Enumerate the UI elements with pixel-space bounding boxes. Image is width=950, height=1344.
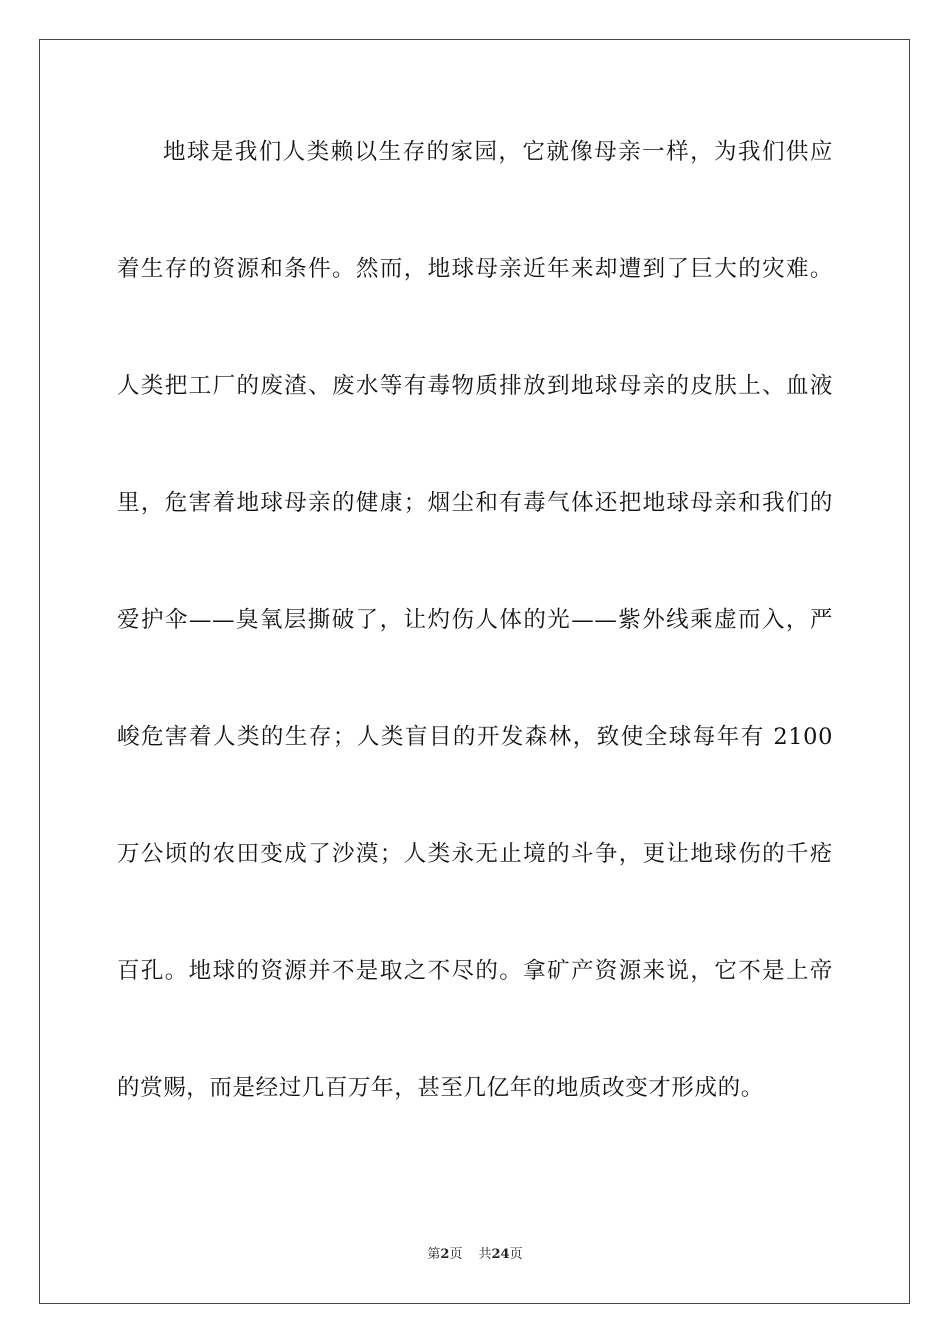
total-prefix: 共 [478,1247,492,1262]
text-line: 着生存的资源和条件。然而，地球母亲近年来却遭到了巨大的灾难。 [117,256,833,282]
text-line: 百孔。地球的资源并不是取之不尽的。拿矿产资源来说，它不是上帝 [117,958,833,984]
page-prefix: 第 [427,1247,441,1262]
text-line: 的赏赐，而是经过几百万年，甚至几亿年的地质改变才形成的。 [117,1075,764,1101]
total-suffix: 页 [509,1247,523,1262]
page-footer [0,1243,950,1262]
page-number: 2 [440,1247,450,1262]
text-line: 万公顷的农田变成了沙漠；人类永无止境的斗争，更让地球伤的千疮 [117,841,833,867]
document-body [117,122,833,1175]
text-line: 地球是我们人类赖以生存的家园，它就像母亲一样，为我们供应 [163,139,833,165]
total-pages: 24 [491,1247,510,1262]
text-line: 爱护伞——臭氧层撕破了，让灼伤人体的光——紫外线乘虚而入，严 [117,607,833,633]
text-line: 里，危害着地球母亲的健康；烟尘和有毒气体还把地球母亲和我们的 [117,490,833,516]
text-line: 峻危害着人类的生存；人类盲目的开发森林，致使全球每年有 2100 [117,724,833,750]
page-suffix: 页 [449,1247,463,1262]
text-line: 人类把工厂的废渣、废水等有毒物质排放到地球母亲的皮肤上、血液 [117,373,833,399]
